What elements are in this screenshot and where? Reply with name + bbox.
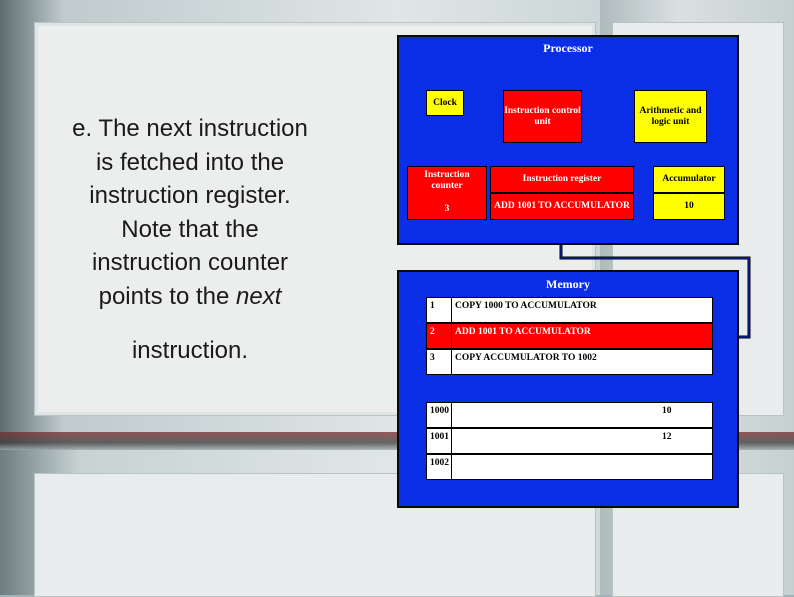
memory-data-row (426, 454, 713, 480)
alu-box: Arithmetic and logic unit (634, 90, 707, 143)
instruction-register-label: Instruction register (490, 166, 634, 193)
processor-title: Processor (543, 41, 593, 55)
memory-data-row (426, 402, 713, 428)
memory-title: Memory (546, 277, 590, 291)
instruction-control-unit-box: Instruction control unit (503, 90, 582, 143)
caption-line: Note that the (121, 215, 259, 243)
memory-value: 10 (662, 406, 672, 416)
accumulator-label: Accumulator (653, 166, 725, 193)
memory-data-row (426, 428, 713, 454)
caption-line: is fetched into the (95, 148, 285, 176)
memory-address: 1001 (427, 429, 452, 453)
memory-address: 3 (427, 350, 452, 374)
memory-instruction-row (426, 297, 713, 323)
memory-content: COPY 1000 TO ACCUMULATOR (455, 301, 597, 311)
memory-panel (397, 270, 739, 508)
instruction-register-value: ADD 1001 TO ACCUMULATOR (490, 193, 634, 220)
accumulator-value: 10 (653, 193, 725, 220)
caption-line: instruction. (131, 337, 249, 364)
caption-emphasis: next (236, 282, 282, 310)
memory-instruction-row (426, 349, 713, 375)
memory-content: ADD 1001 TO ACCUMULATOR (455, 327, 591, 337)
clock-box: Clock (426, 90, 464, 116)
caption-line: instruction counter (91, 249, 289, 276)
instruction-counter-value: 3 (444, 204, 450, 214)
processor-panel (397, 35, 739, 245)
caption-line: instruction register. (89, 182, 291, 209)
memory-address: 1002 (427, 455, 452, 479)
memory-value: 12 (662, 432, 672, 442)
instruction-counter-label: Instruction counter (424, 170, 470, 191)
memory-address: 1000 (427, 403, 452, 427)
memory-instruction-row-current (426, 323, 713, 349)
memory-address: 2 (427, 324, 452, 348)
instruction-counter-box (407, 166, 487, 220)
memory-content: COPY ACCUMULATOR TO 1002 (455, 353, 597, 363)
caption-text: points to the (98, 282, 237, 310)
caption-line: e. The next instruction (72, 115, 308, 142)
memory-address: 1 (427, 298, 452, 322)
